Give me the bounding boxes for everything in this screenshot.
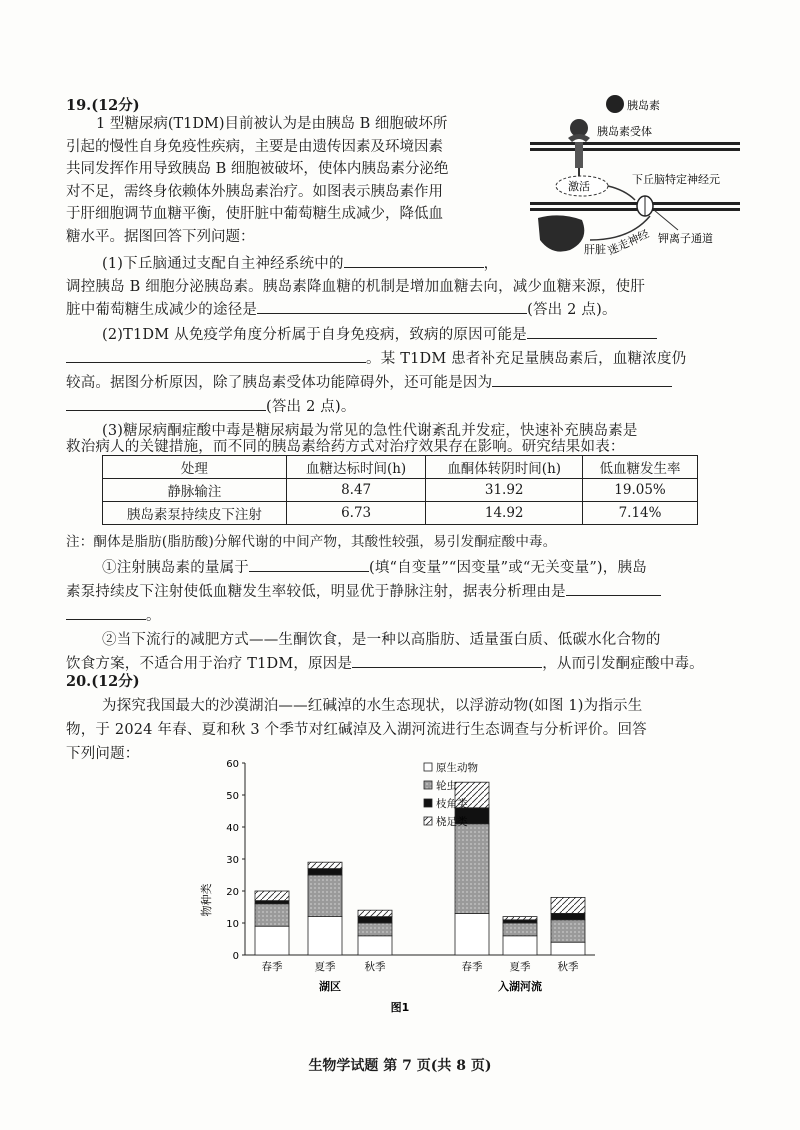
bar-segment-1 [308,875,342,917]
group-label-river: 入湖河流 [498,980,542,993]
bar-segment-3 [308,862,342,868]
x-tick-label: 秋季 [557,961,579,973]
membrane-top [530,142,740,145]
table-row [103,479,698,502]
page-footer: 生物学试题 第 7 页(共 8 页) [308,1058,492,1074]
x-tick-label: 夏季 [314,961,336,973]
x-tick-label: 春季 [261,961,283,973]
q20-line3: 下列问题： [66,746,140,762]
table-header-row [103,456,698,479]
bar-segment-0 [358,936,392,955]
q19-sub1-line1: ①注射胰岛素的量属于 (填“自变量”“因变量”或“无关变量”)，胰岛 [102,556,647,577]
table-cell: 7.14% [583,502,698,525]
q19-part3-line2: 救治病人的关键措施，而不同的胰岛素给药方式对治疗效果存在影响。研究结果如表： [66,439,625,455]
bar-segment-2 [551,913,585,919]
y-tick-label: 40 [226,823,239,834]
legend-label: 桡足类 [436,816,468,828]
x-tick-label: 夏季 [509,961,531,973]
table-note: 注：酮体是脂肪(脂肪酸)分解代谢的中间产物，其酸性较强，易引发酮症酸中毒。 [66,534,557,550]
table-header: 低血糖发生率 [583,456,698,479]
q20-line2: 物，于 2024 年春、夏和秋 3 个季节对红碱淖及入湖河流进行生态调查与分析评价。回答 [66,722,647,738]
q19-part1-line2: 调控胰岛 B 细胞分泌胰岛素。胰岛素降血糖的机制是增加血糖去向，减少血糖来源，使肝 [66,279,646,295]
answer-blank[interactable] [344,253,484,268]
insulin-action-diagram [530,90,745,260]
bar-segment-1 [255,904,289,926]
intro-line: 1 型糖尿病(T1DM)目前被认为是由胰岛 B 细胞破坏所 [96,116,448,132]
legend-label: 轮虫 [436,780,457,792]
zooplankton-species-chart [190,755,610,1020]
q19-part2-line3: 较高。据图分析原因，除了胰岛素受体功能障碍外，还可能是因为 [66,371,672,392]
legend-swatch [424,817,432,825]
legend-swatch [424,763,432,771]
bar-segment-2 [503,920,537,923]
bar-segment-2 [358,917,392,923]
q19-sub2-line1: ②当下流行的减肥方式——生酮饮食，是一种以高脂肪、适量蛋白质、低碳水化合物的 [102,632,661,648]
insulin-molecule-icon [606,95,624,113]
receptor-label: 胰岛素受体 [597,125,652,138]
table-cell: 14.92 [426,502,583,525]
answer-blank[interactable] [527,324,657,339]
answer-blank[interactable] [352,653,542,668]
legend-swatch [424,799,432,807]
q19-sub1-line2: 素泵持续皮下注射使低血糖发生率较低，明显优于静脉注射，据表分析理由是 [66,580,661,601]
q19-sub1-line3: 。 [66,604,161,625]
intro-line: 共同发挥作用导致胰岛 B 细胞被破坏，使体内胰岛素分泌绝 [66,161,449,177]
q19-part1-line3: 脏中葡萄糖生成减少的途径是 (答出 2 点)。 [66,298,617,319]
answer-blank[interactable] [257,299,527,314]
bar-segment-3 [551,897,585,913]
table-cell: 19.05% [583,479,698,502]
q19-sub2-line2: 饮食方案，不适合用于治疗 T1DM，原因是 ，从而引发酮症酸中毒。 [66,652,704,673]
table-header: 血糖达标时间(h) [286,456,425,479]
answer-blank[interactable] [66,348,366,363]
table-cell: 6.73 [286,502,425,525]
answer-blank[interactable] [66,396,266,411]
table-cell: 8.47 [286,479,425,502]
q20-line1: 为探究我国最大的沙漠湖泊——红碱淖的水生态现状，以浮游动物(如图 1)为指示生 [102,698,643,714]
y-tick-label: 20 [226,887,239,898]
channel-label: 钾离子通道 [658,232,713,245]
table-cell: 静脉输注 [103,479,287,502]
group-label-lake: 湖区 [319,980,341,993]
intro-line: 对不足，需终身依赖体外胰岛素治疗。如图表示胰岛素作用 [66,183,443,200]
q19-part1-line1: (1)下丘脑通过支配自主神经系统中的 ， [102,252,498,273]
table-cell: 31.92 [426,479,583,502]
bar-segment-0 [551,942,585,955]
bar-segment-0 [455,913,489,955]
bar-segment-0 [255,926,289,955]
q19-part3-line1: (3)糖尿病酮症酸中毒是糖尿病最为常见的急性代谢紊乱并发症，快速补充胰岛素是 [102,423,638,439]
bar-segment-1 [503,923,537,936]
bar-segment-3 [255,891,289,901]
legend-label: 原生动物 [436,762,478,774]
y-tick-label: 50 [226,791,239,802]
answer-blank[interactable] [492,372,672,387]
bar-segment-2 [308,869,342,875]
answer-blank[interactable] [566,581,661,596]
y-tick-label: 30 [226,855,239,866]
results-table [102,455,698,525]
legend-swatch [424,781,432,789]
x-tick-label: 秋季 [364,961,386,973]
y-tick-label: 0 [232,951,239,962]
legend-label: 枝角类 [436,798,468,810]
y-tick-label: 10 [226,919,239,930]
chart-title: 图1 [390,1001,410,1014]
bar-segment-0 [503,936,537,955]
table-header: 血酮体转阴时间(h) [426,456,583,479]
intro-line: 于肝细胞调节血糖平衡，使肝脏中葡萄糖生成减少，降低血 [66,206,443,222]
q19-part2-line2: 。某 T1DM 患者补充足量胰岛素后，血糖浓度仍 [66,347,686,368]
liver-icon [538,215,584,251]
answer-blank[interactable] [66,605,146,620]
table-header: 处理 [103,456,287,479]
intro-line: 引起的慢性自身免疫性疾病，主要是由遗传因素及环境因素 [66,138,443,155]
q19-part2-line4: (答出 2 点)。 [66,395,356,416]
bar-segment-3 [358,910,392,916]
table-cell: 胰岛素泵持续皮下注射 [103,502,287,525]
bar-segment-1 [455,824,489,914]
intro-line: 糖水平。据图回答下列问题： [66,228,255,245]
y-axis-label: 物种类 [200,883,213,917]
neuron-label: 下丘脑特定神经元 [632,173,720,186]
bar-segment-1 [551,920,585,942]
answer-blank[interactable] [249,557,369,572]
bar-segment-3 [503,917,537,920]
x-tick-label: 春季 [461,961,483,973]
q19-header: 19.(12分) [66,97,140,114]
receptor-icon [575,142,583,168]
q20-header: 20.(12分) [66,673,140,690]
membrane-bottom [530,202,740,205]
q19-part2-line1: (2)T1DM 从免疫学角度分析属于自身免疫病，致病的原因可能是 [102,323,657,344]
insulin-label: 胰岛素 [627,99,660,112]
liver-label: 肝脏 [584,243,606,256]
table-row [103,502,698,525]
q19-intro [66,113,526,248]
activate-label: 激活 [568,180,590,193]
bar-segment-0 [308,917,342,955]
vagus-label: 迷走神经 [605,227,652,258]
bar-segment-2 [255,901,289,904]
y-tick-label: 60 [226,759,239,770]
bar-segment-1 [358,923,392,936]
